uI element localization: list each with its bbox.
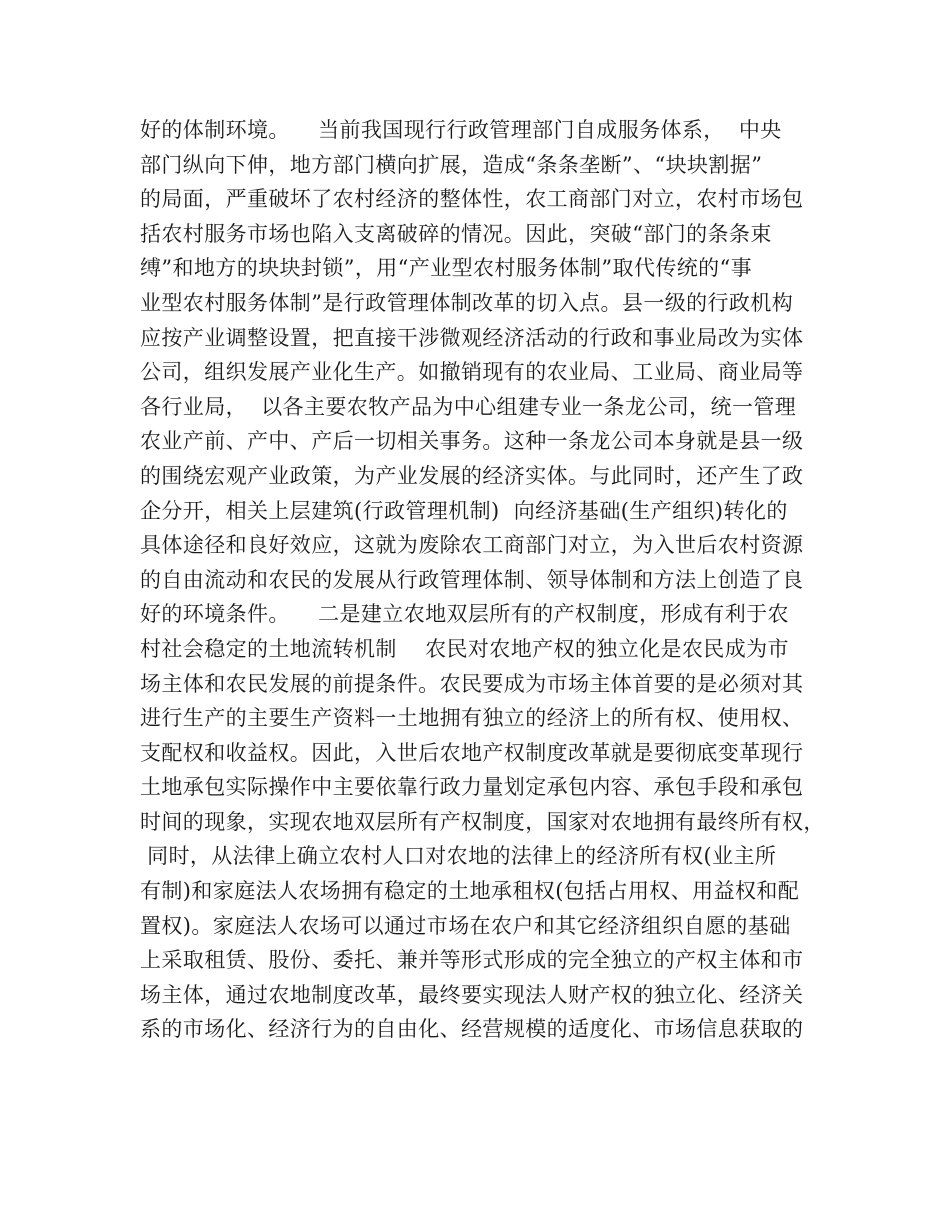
text-line: 进行生产的主要生产资料一土地拥有独立的经济上的所有权、使用权、	[140, 706, 804, 731]
text-line: 农业产前、产中、产后一切相关事务。这种一条龙公司本身就是县一级	[140, 429, 804, 454]
text-line: 土地承包实际操作中主要依靠行政力量划定承包内容、承包手段和承包	[140, 775, 804, 800]
text-line: 的局面，严重破坏了农村经济的整体性，农工商部门对立，农村市场包	[140, 187, 804, 212]
text-line: 具体途径和良好效应，这就为废除农工商部门对立，为入世后农村资源	[140, 533, 804, 558]
text-line: 的围绕宏观产业政策，为产业发展的经济实体。与此同时，还产生了政	[140, 463, 804, 488]
text-line: 各行业局， 以各主要农牧产品为中心组建专业一条龙公司，统一管理	[140, 394, 797, 419]
text-line: 有制)和家庭法人农场拥有稳定的土地承租权(包括占用权、用益权和配	[140, 879, 800, 904]
text-line: 同时，从法律上确立农村人口对农地的法律上的经济所有权(业主所	[140, 844, 777, 869]
text-line: 支配权和收益权。因此，入世后农地产权制度改革就是要彻底变革现行	[140, 740, 804, 765]
text-line: 部门纵向下伸，地方部门横向扩展，造成“条条垄断”、“块块割据”	[140, 152, 763, 177]
text-line: 缚”和地方的块块封锁”，用“产业型农村服务体制”取代传统的“事	[140, 256, 753, 281]
text-line: 企分开，相关上层建筑(行政管理机制) 向经济基础(生产组织)转化的	[140, 498, 788, 523]
text-line: 场主体，通过农地制度改革，最终要实现法人财产权的独立化、经济关	[140, 982, 804, 1007]
text-line: 公司，组织发展产业化生产。如撤销现有的农业局、工业局、商业局等	[140, 360, 804, 385]
text-line: 应按产业调整设置，把直接干涉微观经济活动的行政和事业局改为实体	[140, 325, 804, 350]
text-line: 好的环境条件。 二是建立农地双层所有的产权制度，形成有利于农	[140, 602, 789, 627]
text-line: 时间的现象，实现农地双层所有产权制度，国家对农地拥有最终所有权，	[140, 809, 825, 834]
text-line: 上采取租赁、股份、委托、兼并等形式形成的完全独立的产权主体和市	[140, 948, 804, 973]
body-text	[140, 113, 825, 1047]
text-line: 好的体制环境。 当前我国现行行政管理部门自成服务体系， 中央	[140, 118, 782, 142]
text-line: 置权)。家庭法人农场可以通过市场在农户和其它经济组织自愿的基础	[140, 913, 791, 938]
text-line: 村社会稳定的土地流转机制 农民对农地产权的独立化是农民成为市	[140, 636, 789, 661]
text-line: 场主体和农民发展的前提条件。农民要成为市场主体首要的是必须对其	[140, 671, 804, 696]
text-line: 系的市场化、经济行为的自由化、经营规模的适度化、市场信息获取的	[140, 1017, 804, 1042]
text-line: 业型农村服务体制”是行政管理体制改革的切入点。县一级的行政机构	[140, 290, 794, 315]
text-line: 的自由流动和农民的发展从行政管理体制、领导体制和方法上创造了良	[140, 567, 804, 592]
text-line: 括农村服务市场也陷入支离破碎的情况。因此，突破“部门的条条束	[140, 221, 772, 246]
